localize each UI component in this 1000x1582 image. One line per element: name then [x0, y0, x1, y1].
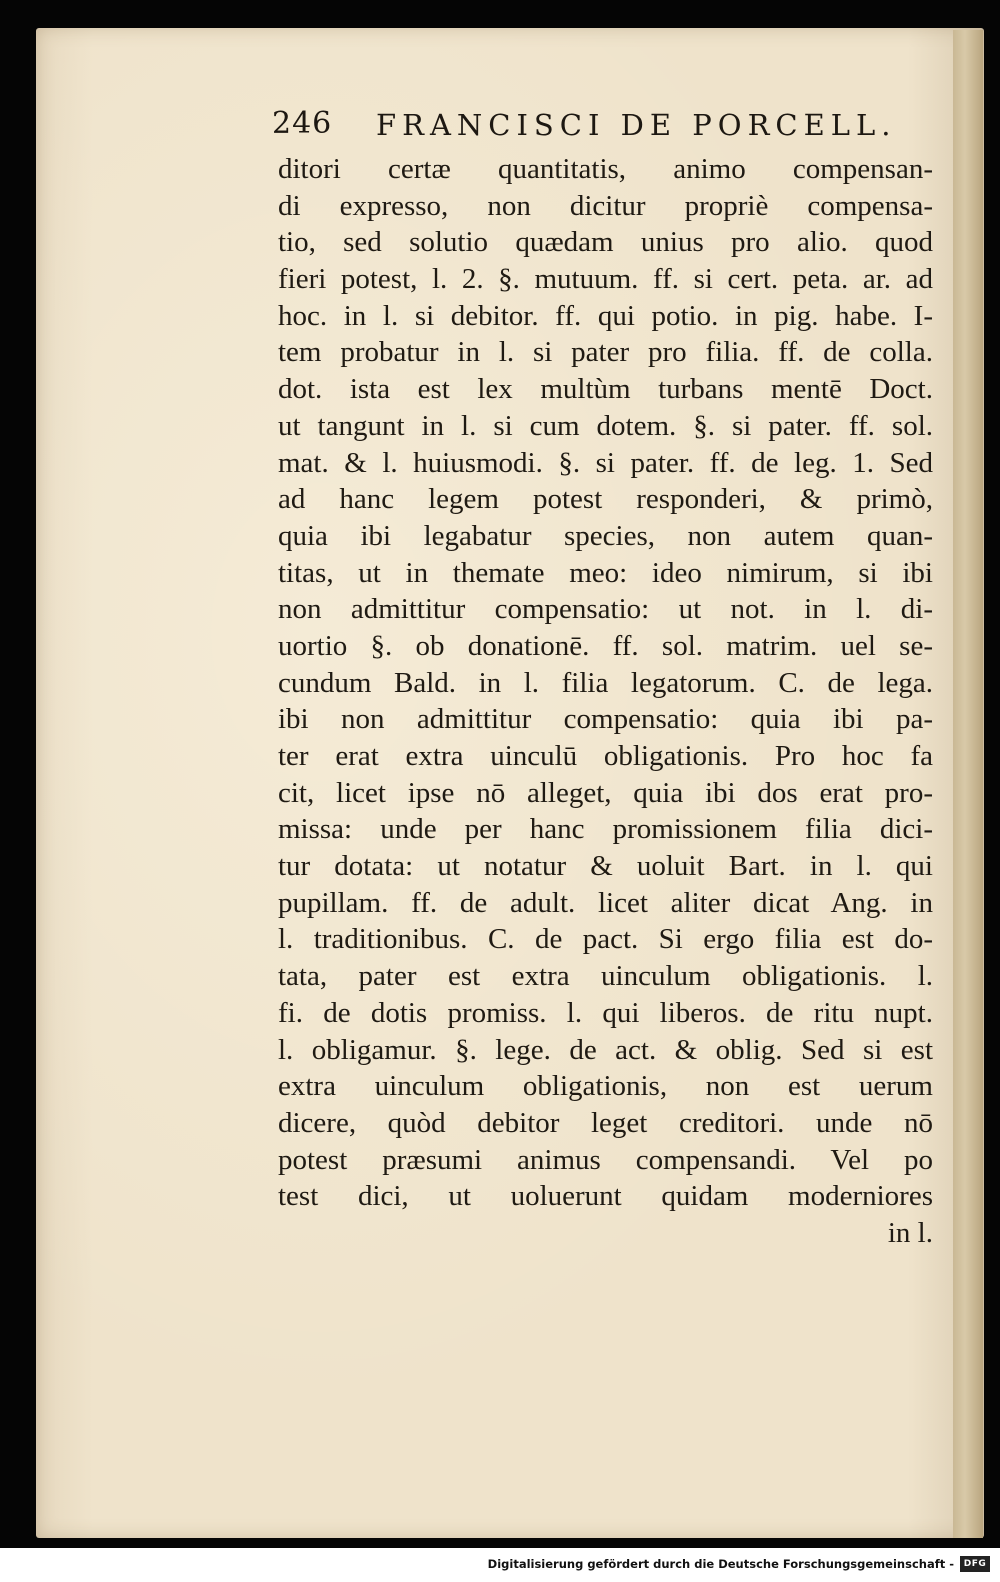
text-line: ter erat extra uinculū obligationis. Pro hoc fa	[278, 740, 933, 772]
text-line: non admittitur compensatio: ut not. in l. di‑	[278, 593, 933, 626]
catchword: in l.	[887, 1216, 933, 1249]
digitization-footer	[0, 1548, 1000, 1582]
text-line: di expresso, non dicitur propriè compensa‑	[278, 189, 933, 222]
page-number: 246	[272, 106, 333, 141]
text-line: fieri potest, l. 2. §. mutuum. ff. si cert. peta. ar. ad	[278, 263, 933, 296]
text-line: ut tangunt in l. si cum dotem. §. si pater. ff. sol.	[278, 409, 933, 442]
dfg-logo: DFG	[960, 1556, 990, 1572]
funding-credit: Digitalisierung gefördert durch die Deutsche Forschungsgemeinschaft -	[487, 1557, 954, 1571]
text-line: pupillam. ff. de adult. licet aliter dicat Ang. in	[278, 886, 933, 919]
text-line: quia ibi legabatur species, non autem quan‑	[278, 519, 933, 552]
text-line: missa: unde per hanc promissionem filia dici‑	[278, 813, 933, 846]
text-line: uortio §. ob donationē. ff. sol. matrim. uel se‑	[278, 629, 933, 662]
text-line: tata, pater est extra uinculum obligationis. l.	[278, 960, 933, 993]
text-line: ad hanc legem potest responderi, & primò,	[278, 483, 933, 516]
text-line: cit, licet ipse nō alleget, quia ibi dos erat pro‑	[278, 776, 933, 809]
text-line: titas, ut in themate meo: ideo nimirum, si ibi	[278, 556, 933, 589]
text-line: dot. ista est lex multùm turbans mentē Doct.	[278, 373, 933, 406]
text-line: hoc. in l. si debitor. ff. qui potio. in pig. habe. I‑	[278, 299, 933, 332]
text-line: ibi non admittitur compensatio: quia ibi pa‑	[278, 703, 933, 736]
text-line: ditori certæ quantitatis, animo compensan‑	[278, 153, 933, 185]
text-line: l. traditionibus. C. de pact. Si ergo filia est do‑	[278, 923, 933, 956]
text-line: extra uinculum obligationis, non est uerum	[278, 1070, 933, 1103]
text-line: potest præsumi animus compensandi. Vel po	[278, 1143, 933, 1176]
text-line: cundum Bald. in l. filia legatorum. C. de lega.	[278, 666, 933, 699]
page-edge	[953, 30, 983, 1538]
text-line: test dici, ut uoluerunt quidam moderniores	[278, 1180, 933, 1213]
body-text	[278, 151, 933, 1252]
text-line: l. obligamur. §. lege. de act. & oblig. Sed si est	[278, 1033, 933, 1066]
running-head	[272, 106, 912, 146]
text-line: dicere, quòd debitor leget creditori. unde nō	[278, 1106, 933, 1139]
text-line: tem probatur in l. si pater pro filia. ff. de colla.	[278, 336, 933, 369]
running-title: FRANCISCI DE PORCELL.	[376, 108, 897, 142]
text-line: tur dotata: ut notatur & uoluit Bart. in l. qui	[278, 850, 933, 883]
text-line: mat. & l. huiusmodi. §. si pater. ff. de leg. 1. Sed	[278, 446, 933, 479]
text-line: tio, sed solutio quædam unius pro alio. quod	[278, 226, 933, 259]
text-line: fi. de dotis promiss. l. qui liberos. de ritu nupt.	[278, 996, 933, 1029]
